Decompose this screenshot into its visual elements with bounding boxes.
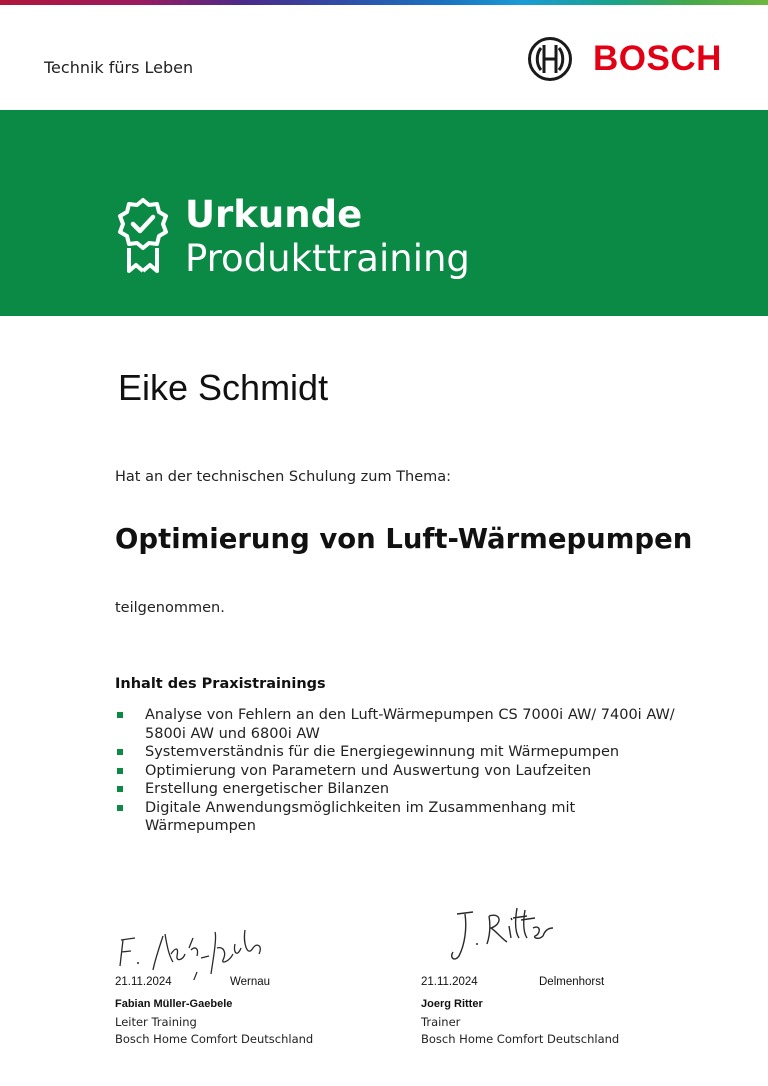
content-list [115,706,675,836]
content-heading: Inhalt des Praxistrainings [115,676,326,692]
list-item-text: Optimierung von Parametern und Auswertung von Laufzeiten [145,762,592,779]
signature-1-org: Bosch Home Comfort Deutschland [115,1032,314,1046]
signature-2-role: Trainer [421,1015,461,1029]
signature-1-name: Fabian Müller-Gaebele [115,998,233,1010]
signature-1-place: Wernau [230,976,271,988]
list-item [115,743,675,762]
top-color-stripe [0,0,768,5]
bullet-icon [117,786,123,792]
training-topic: Optimierung von Luft-Wärmepumpen [115,523,693,555]
signature-2-place: Delmenhorst [539,976,605,988]
signature-2-date: 21.11.2024 [421,976,478,988]
signature-1-date: 21.11.2024 [115,976,172,988]
signature-2-image [445,904,555,966]
signature-1-role: Leiter Training [115,1015,197,1029]
list-item [115,780,675,799]
signature-1-image [113,918,273,980]
certificate-subtitle: Produkttraining [185,237,470,280]
signature-2-name: Joerg Ritter [421,998,483,1010]
tagline: Technik fürs Leben [44,58,194,77]
brand-name: BOSCH [593,39,722,78]
list-item-text: Erstellung energetischer Bilanzen [145,781,390,797]
award-badge-icon [114,196,172,274]
bullet-icon [117,805,123,811]
bosch-armature-icon [527,36,573,82]
list-item [115,799,675,836]
list-item-text: Systemverständnis für die Energiegewinnung mit Wärmepumpen [145,744,620,760]
bullet-icon [117,712,123,718]
signature-2-org: Bosch Home Comfort Deutschland [421,1032,620,1046]
bullet-icon [117,768,123,774]
certificate-title: Urkunde [185,193,363,236]
intro-text: Hat an der technischen Schulung zum Thema: [115,469,452,485]
participation-text: teilgenommen. [115,600,225,616]
list-item-text: Analyse von Fehlern an den Luft-Wärmepumpen CS 7000i AW/ 7400i AW/ 5800i AW und 6800i AW [145,707,675,742]
recipient-name: Eike Schmidt [118,367,329,408]
list-item [115,762,675,781]
list-item [115,706,675,743]
brand-logo [527,36,722,82]
list-item-text: Digitale Anwendungsmöglichkeiten im Zusammenhang mit Wärmepumpen [145,799,576,834]
bullet-icon [117,749,123,755]
